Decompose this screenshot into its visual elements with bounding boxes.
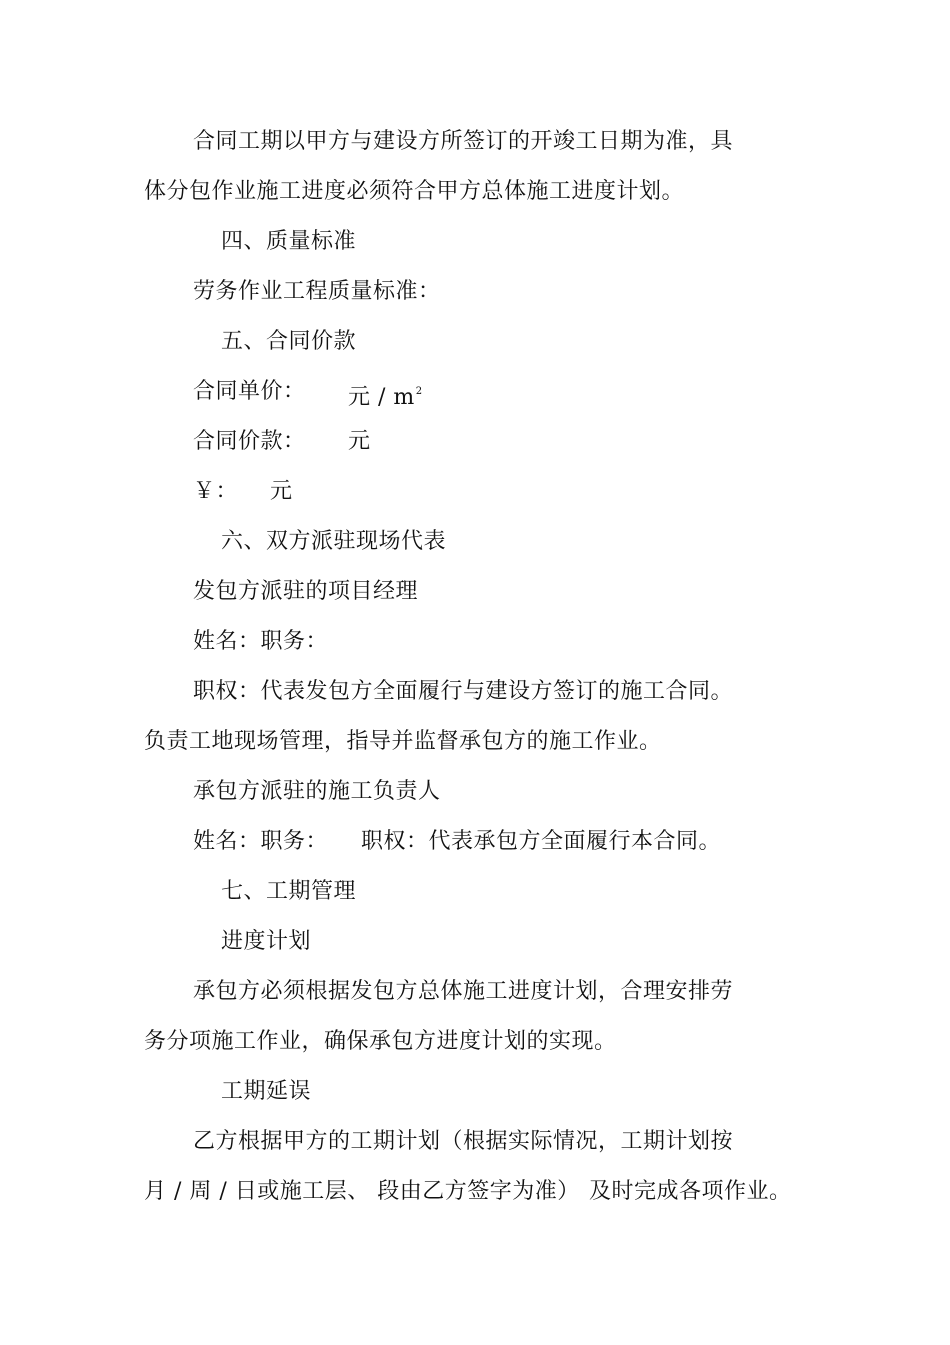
yuan-symbol-label: ￥： — [193, 479, 239, 504]
section-heading: 四、质量标准 — [221, 229, 357, 254]
section-heading: 七、工期管理 — [221, 879, 357, 904]
paragraph-line: 乙方根据甲方的工期计划（根据实际情况，工期计划按 — [193, 1129, 734, 1154]
paragraph-line: 合同工期以甲方与建设方所签订的开竣工日期为准，具 — [193, 129, 734, 154]
unit-price-unit — [348, 378, 423, 412]
paragraph-line: 及时完成各项作业。 — [589, 1179, 792, 1204]
subsection-heading: 工期延误 — [221, 1079, 312, 1104]
paragraph-line: 职权：代表承包方全面履行本合同。 — [361, 829, 722, 854]
unit-text: 元 / m — [348, 385, 415, 410]
paragraph-line: 务分项施工作业，确保承包方进度计划的实现。 — [144, 1029, 617, 1054]
contract-price-unit: 元 — [348, 429, 371, 454]
paragraph-line: 承包方必须根据发包方总体施工进度计划，合理安排劳 — [193, 979, 734, 1004]
section-heading: 五、合同价款 — [221, 329, 357, 354]
paragraph-line: 承包方派驻的施工负责人 — [193, 779, 441, 804]
paragraph-line: 姓名：职务： — [193, 629, 329, 654]
paragraph-line: 体分包作业施工进度必须符合甲方总体施工进度计划。 — [144, 179, 685, 204]
paragraph-line: 发包方派驻的项目经理 — [193, 579, 419, 604]
yuan-symbol-unit: 元 — [270, 479, 293, 504]
paragraph-line: 姓名：职务： — [193, 829, 329, 854]
paragraph-line: 劳务作业工程质量标准： — [193, 279, 441, 304]
section-heading: 六、双方派驻现场代表 — [221, 529, 447, 554]
contract-price-label: 合同价款： — [193, 429, 306, 454]
subsection-heading: 进度计划 — [221, 929, 312, 954]
unit-superscript: 2 — [415, 386, 423, 397]
paragraph-line: 职权：代表发包方全面履行与建设方签订的施工合同。 — [193, 679, 734, 704]
paragraph-line: 负责工地现场管理，指导并监督承包方的施工作业。 — [144, 729, 662, 754]
paragraph-line: 月 / 周 / 日或施工层、 段由乙方签字为准） — [144, 1179, 580, 1204]
unit-price-label: 合同单价： — [193, 379, 306, 404]
